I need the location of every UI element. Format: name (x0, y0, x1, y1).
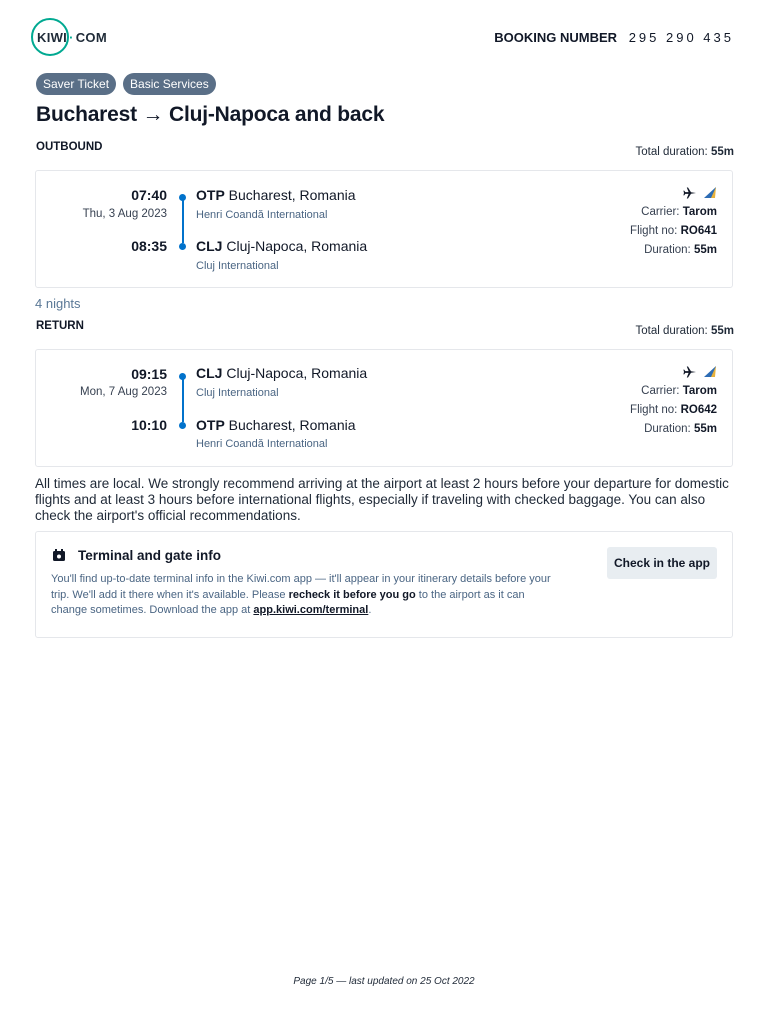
return-total-duration (636, 325, 734, 337)
carrier-icons (683, 365, 717, 383)
page-title: Bucharest → Cluj-Napoca and back (36, 103, 385, 126)
check-in-app-button[interactable]: Check in the app (607, 547, 717, 579)
carrier-icons (683, 186, 717, 204)
arrival-time: 10:10 (131, 417, 167, 433)
arrival-time: 08:35 (131, 238, 167, 254)
timeline-end-dot (179, 243, 186, 250)
outbound-flight-card (35, 170, 733, 288)
carrier-value: Tarom (682, 206, 717, 218)
outbound-total-duration (636, 146, 734, 158)
departure-city: Bucharest, Romania (228, 187, 356, 203)
timeline-end-dot (179, 422, 186, 429)
departure-city: Cluj-Napoca, Romania (226, 365, 368, 381)
flight-number-value: RO641 (680, 225, 717, 237)
booking-number (494, 30, 734, 45)
airplane-icon (683, 365, 697, 383)
carrier-label: Carrier: (641, 385, 680, 397)
terminal-info-title: Terminal and gate info (78, 548, 222, 563)
arrival-airport: Cluj International (196, 260, 279, 272)
departure-time: 07:40 (131, 187, 167, 203)
flight-number-value: RO642 (680, 404, 717, 416)
carrier-row (641, 206, 717, 218)
page-footer: Page 1/5 — last updated on 25 Oct 2022 (293, 976, 475, 987)
airplane-icon (683, 186, 697, 204)
duration-value: 55m (693, 423, 717, 435)
departure-place (196, 365, 367, 381)
duration-row (644, 423, 717, 435)
basic-services-badge: Basic Services (123, 73, 216, 95)
calendar-icon (52, 549, 66, 567)
recheck-emphasis: recheck it before you go (288, 588, 416, 601)
carrier-label: Carrier: (641, 206, 680, 218)
arrival-place (196, 417, 356, 433)
carrier-value: Tarom (682, 385, 717, 397)
arrival-code: CLJ (196, 238, 223, 254)
return-flight-card (35, 349, 733, 467)
nights-count: 4 nights (35, 296, 81, 311)
outbound-label: OUTBOUND (36, 141, 103, 153)
timeline-line (182, 198, 184, 243)
departure-code: CLJ (196, 365, 223, 381)
terminal-info-text (51, 572, 551, 619)
timeline-line (182, 377, 184, 422)
duration-label: Duration: (644, 244, 691, 256)
departure-date: Mon, 7 Aug 2023 (80, 386, 167, 398)
departure-place (196, 187, 356, 203)
terminal-info-card (35, 531, 733, 638)
flight-number-label: Flight no: (630, 404, 678, 416)
total-duration-value: 55m (710, 325, 734, 337)
return-label: RETURN (36, 320, 84, 332)
arrival-city: Bucharest, Romania (228, 417, 356, 433)
logo-right: COM (75, 30, 107, 45)
saver-ticket-badge: Saver Ticket (36, 73, 116, 95)
logo-left: KIWI (37, 30, 68, 45)
duration-value: 55m (693, 244, 717, 256)
flight-number-row (630, 404, 717, 416)
carrier-row (641, 385, 717, 397)
logo-dot: · (69, 30, 74, 45)
arrival-city: Cluj-Napoca, Romania (226, 238, 368, 254)
duration-row (644, 244, 717, 256)
tarom-logo-icon (703, 186, 717, 204)
arrival-place (196, 238, 367, 254)
logo-text (37, 30, 107, 45)
local-times-note: All times are local. We strongly recommend arriving at the airport at least 2 hours before your departure for domestic flights and at least 3 hours before international flights, especially if traveling with checked baggage. You can also check the airport's official recommendations. (35, 476, 729, 523)
flight-number-label: Flight no: (630, 225, 678, 237)
departure-date: Thu, 3 Aug 2023 (82, 208, 167, 220)
departure-time: 09:15 (131, 366, 167, 382)
flight-number-row (630, 225, 717, 237)
booking-label: BOOKING NUMBER (494, 30, 618, 45)
kiwi-logo (31, 18, 111, 60)
departure-airport: Henri Coandă International (196, 209, 328, 221)
arrival-airport: Henri Coandă International (196, 438, 328, 450)
ticket-badges (36, 73, 216, 95)
terminal-text-part: to the airport as it can change sometimes. Download the app at (51, 588, 525, 616)
departure-code: OTP (196, 187, 225, 203)
duration-label: Duration: (644, 423, 691, 435)
departure-airport: Cluj International (196, 387, 279, 399)
tarom-logo-icon (703, 365, 717, 383)
terminal-text-part: . (368, 604, 372, 616)
arrival-code: OTP (196, 417, 225, 433)
terminal-link[interactable]: app.kiwi.com/terminal (253, 604, 369, 616)
booking-value: 295 290 435 (628, 30, 734, 45)
total-duration-label: Total duration: (635, 325, 708, 337)
total-duration-label: Total duration: (635, 146, 708, 158)
terminal-text-part: You'll find up-to-date terminal info in the Kiwi.com app — it'll appear in your itinerary details before your trip. We'll add it there when it's available. Please (51, 573, 551, 601)
total-duration-value: 55m (710, 146, 734, 158)
